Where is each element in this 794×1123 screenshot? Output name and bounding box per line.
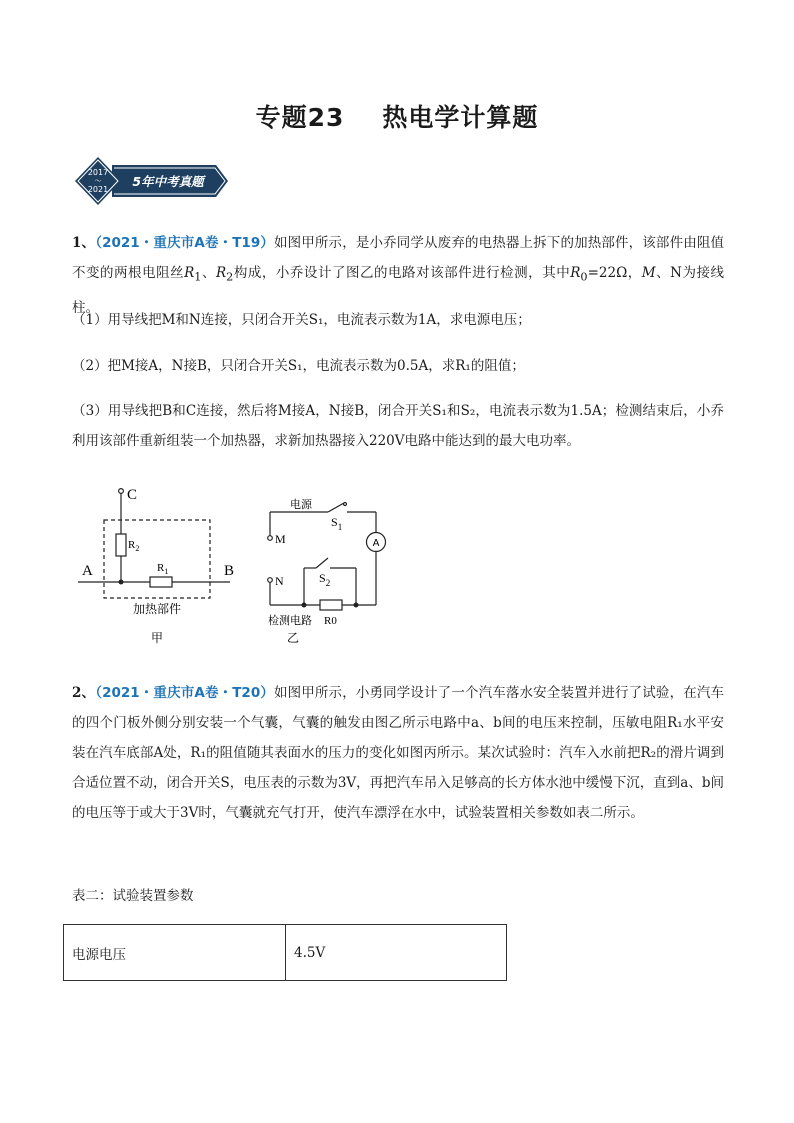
caption-jia: 甲 xyxy=(150,631,164,645)
label-r0: R0 xyxy=(324,615,337,627)
table-row xyxy=(64,925,507,981)
title-topic-name: 热电学计算题 xyxy=(382,103,539,132)
resistor-r2 xyxy=(116,534,126,556)
question-2-source: （2021・重庆市A卷・T20） xyxy=(95,685,274,701)
label-r2: $R_2$ xyxy=(128,539,140,553)
question-1-part-2: （2）把M接A，N接B，只闭合开关S₁，电流表示数为0.5A，求R₁的阻值； xyxy=(72,358,525,374)
question-1-source: （2021・重庆市A卷・T19） xyxy=(95,235,274,251)
question-1-part-1: （1）用导线把M和N连接，只闭合开关S₁，电流表示数为1A，求电源电压； xyxy=(72,312,531,328)
circuit-diagrams xyxy=(60,474,400,654)
junction-dot xyxy=(302,603,307,608)
var-r: R xyxy=(570,265,581,281)
var-r: R xyxy=(184,265,195,281)
title-topic-number: 专题23 xyxy=(255,103,345,132)
var-m: M xyxy=(641,265,656,281)
label-heating-part: 加热部件 xyxy=(132,602,182,616)
badge-year-separator: ～ xyxy=(94,177,102,185)
label-a: A xyxy=(82,563,93,579)
switch-s2 xyxy=(316,558,328,568)
label-ammeter: A xyxy=(372,538,380,549)
label-m: M xyxy=(275,532,286,546)
diagram-test-circuit xyxy=(268,503,386,611)
question-2-number: 2、 xyxy=(72,685,96,701)
resistor-r1 xyxy=(150,577,172,587)
resistor-r0 xyxy=(320,600,342,610)
terminal-c xyxy=(119,489,124,494)
label-power-source: 电源 xyxy=(290,498,312,511)
junction-dot xyxy=(354,603,359,608)
label-b: B xyxy=(224,563,235,579)
terminal-m xyxy=(268,536,273,541)
junction-dot xyxy=(119,580,124,585)
table-cell-value: 4.5V xyxy=(286,925,507,981)
section-badge xyxy=(72,156,232,206)
label-r1: $R_1$ xyxy=(157,562,169,576)
heating-part-box xyxy=(104,520,210,598)
question-1-text-c: 构成，小乔设计了图乙的电路对该部件进行检测，其中 xyxy=(233,265,571,281)
question-1-text-a: 如图甲所示，是小乔同学从废弃的电热器上拆下的加热部件，该部件由阻值不变的两根电阻丝 xyxy=(72,235,724,281)
diagram-heating-part xyxy=(78,489,230,598)
label-s2: $S_2$ xyxy=(319,571,331,588)
table-cell-name: 电源电压 xyxy=(64,925,286,981)
label-n: N xyxy=(275,574,284,588)
label-detect-circuit: 检测电路 xyxy=(268,614,312,627)
label-c: C xyxy=(127,487,138,503)
question-1-number: 1、 xyxy=(72,235,96,251)
question-1-text-b: 、 xyxy=(201,265,216,281)
page-title xyxy=(0,98,794,134)
caption-yi: 乙 xyxy=(286,631,300,645)
question-2 xyxy=(72,678,724,828)
var-r: R xyxy=(216,265,227,281)
badge-label: 5年中考真题 xyxy=(132,174,204,189)
badge-year-top: 2017 xyxy=(87,168,109,177)
badge-year-bottom: 2021 xyxy=(87,185,109,194)
switch-s1 xyxy=(328,503,344,512)
label-s1: $S_1$ xyxy=(331,515,343,532)
table-2 xyxy=(63,924,507,981)
terminal-n xyxy=(268,578,273,583)
question-1-text-d: =22Ω， xyxy=(587,265,642,281)
switch-s1-contact xyxy=(344,503,347,506)
table-2-caption: 表二：试验装置参数 xyxy=(72,888,194,904)
question-1-intro: 1、（2021・重庆市A卷・T19）如图甲所示，是小乔同学从废弃的电热器上拆下的加热部件，该部件由阻值不变的两根电阻丝$R_1$、$R_2$构成，小乔设计了图乙的电路对该部件进行检测，其中$R_0=22\Omega$，M、N为接线柱。 xyxy=(72,235,725,316)
question-2-body: 如图甲所示，小勇同学设计了一个汽车落水安全装置并进行了试验，在汽车的四个门板外侧分别安装一个气囊，气囊的触发由图乙所示电路中a、b间的电压来控制，压敏电阻R₁水平安装在汽车底部A处，R₁的阻值随其表面水的压力的变化如图丙所示。某次试验时：汽车入水前把R₂的滑片调到合适位置不动，闭合开关S，电压表的示数为3V，再把汽车吊入足够高的长方体水池中缓慢下沉，直到a、b间的电压等于或大于3V时，气囊就充气打开，使汽车漂浮在水中，试验装置相关参数如表二所示。 xyxy=(72,685,724,821)
question-1-part-3: （3）用导线把B和C连接，然后将M接A，N接B，闭合开关S₁和S₂，电流表示数为1.5A；检测结束后，小乔利用该部件重新组装一个加热器，求新加热器接入220V电路中能达到的最大电功率。 xyxy=(72,403,724,449)
question-1-text-f: 、N为接线柱。 xyxy=(72,265,725,316)
